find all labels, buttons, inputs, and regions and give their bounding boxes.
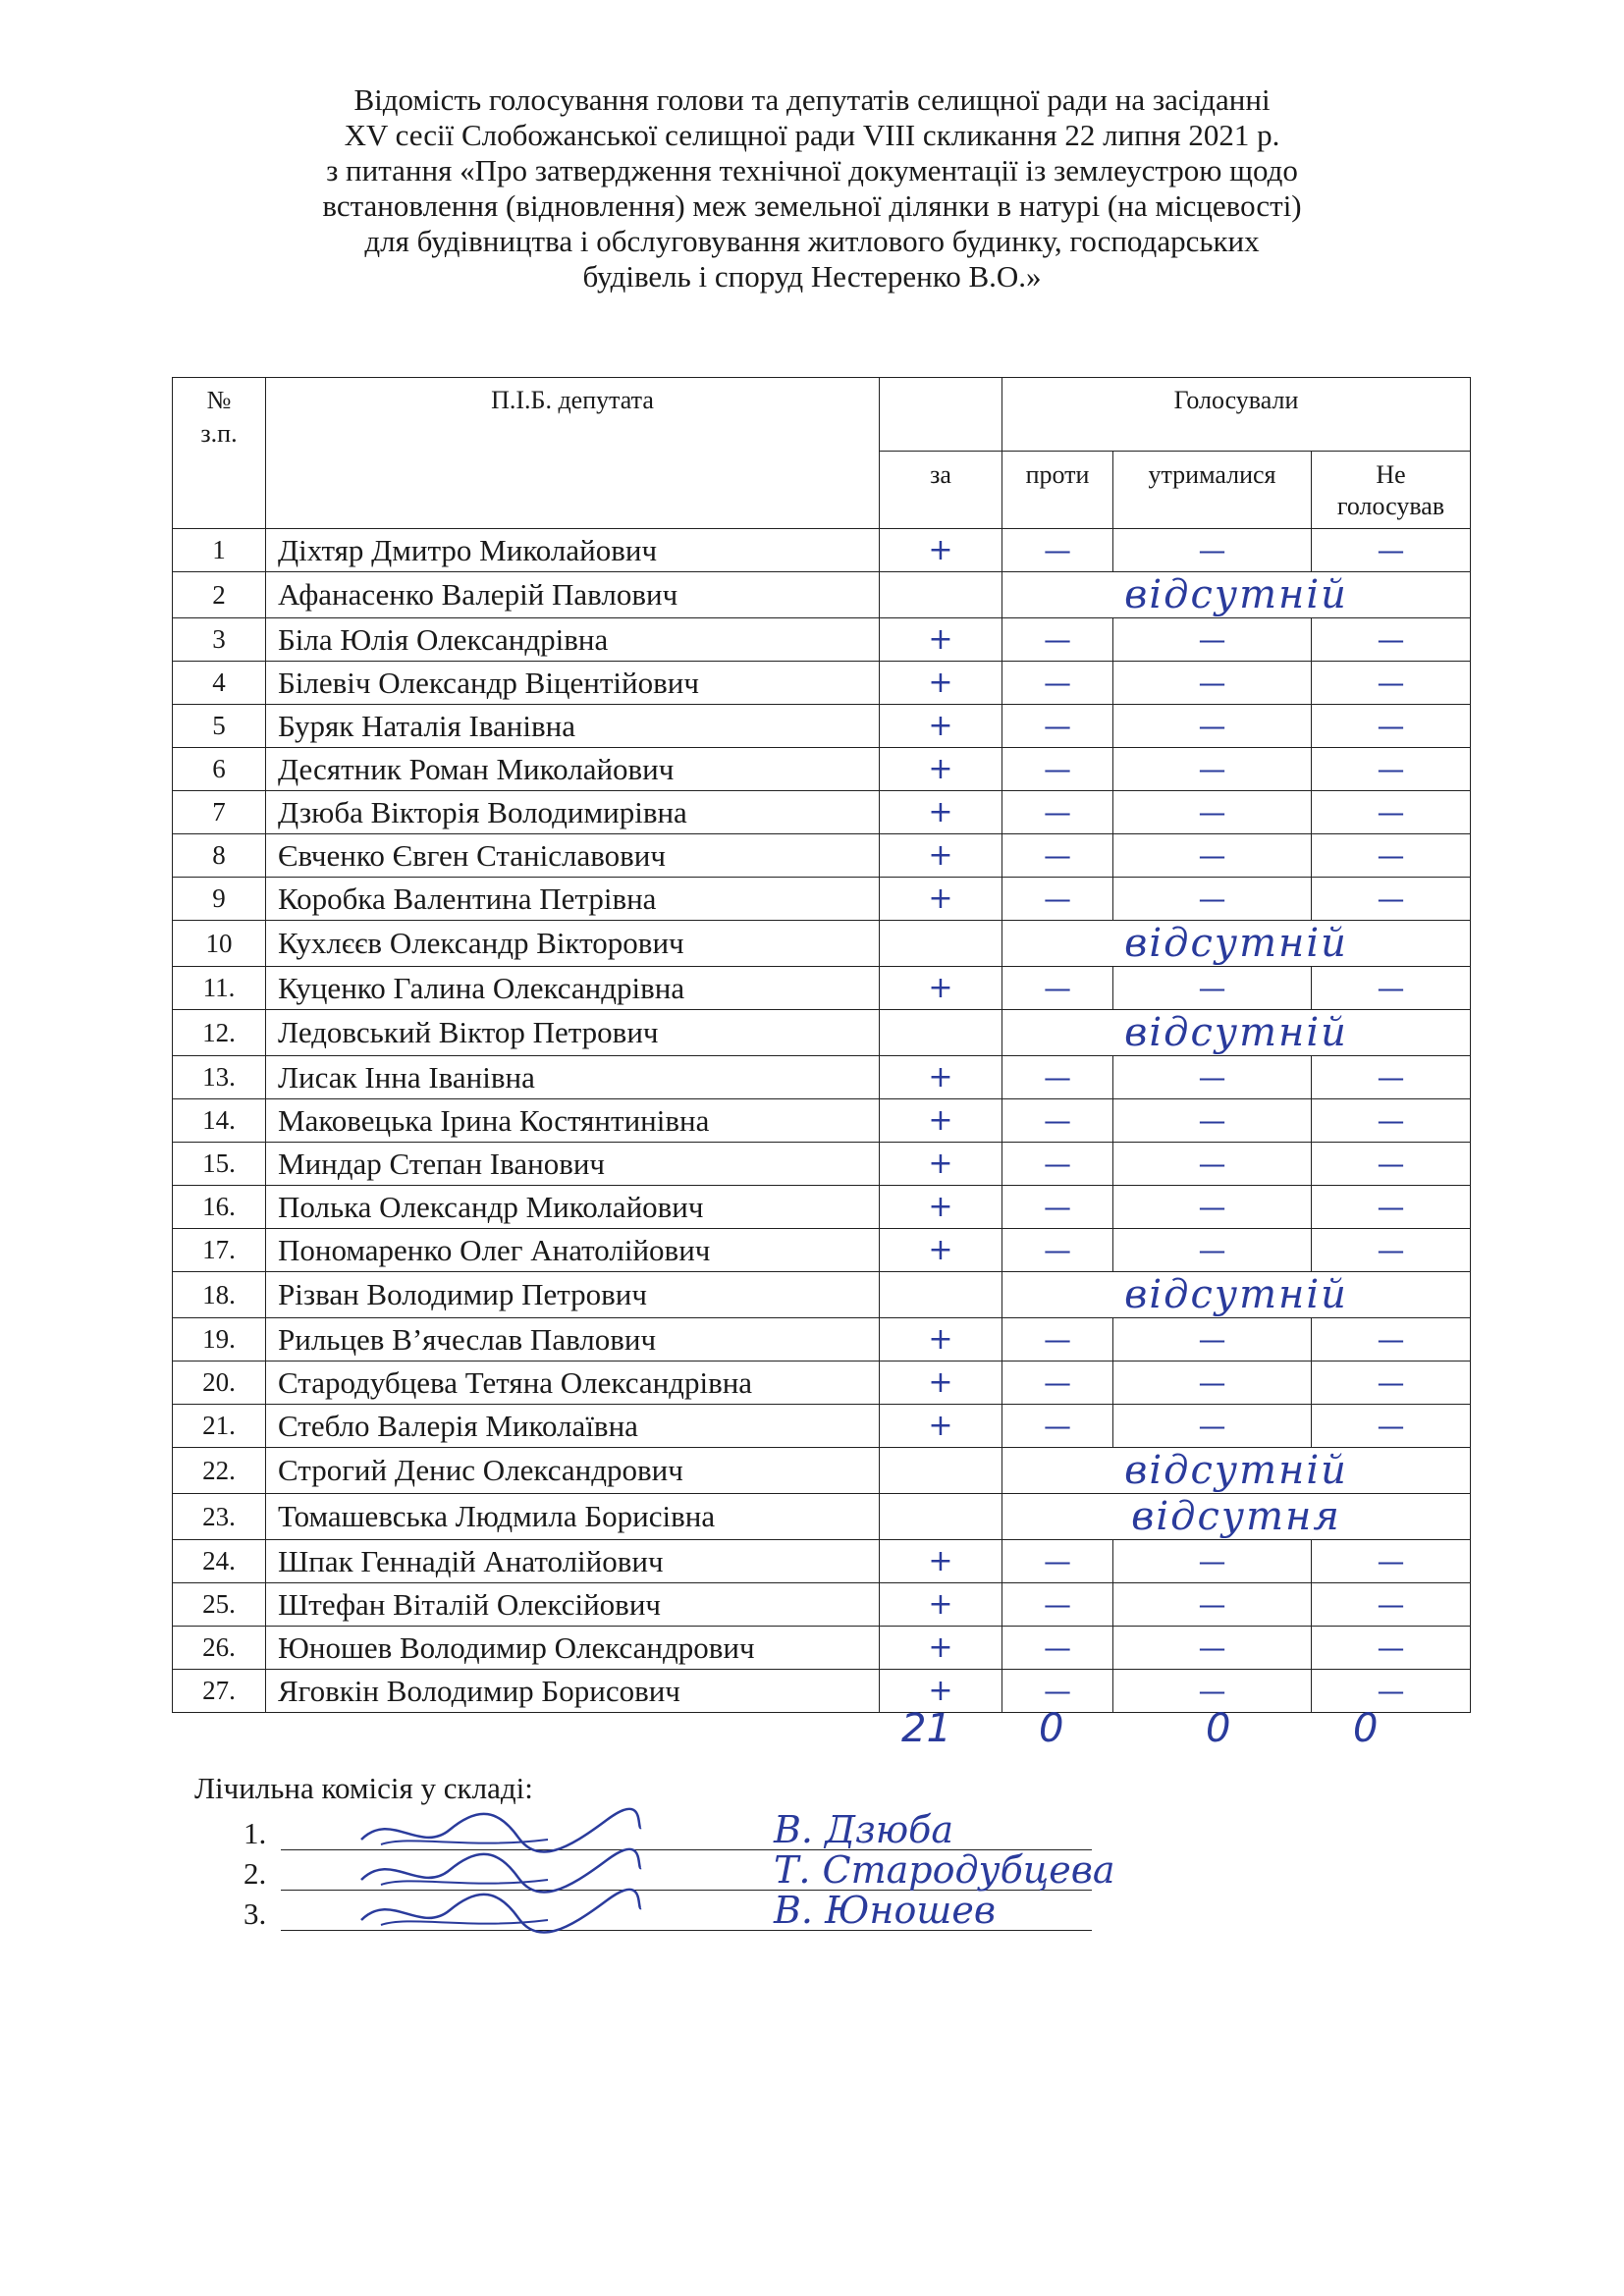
vote-for: +	[880, 1583, 1002, 1627]
deputy-name: Діхтяр Дмитро Миколайович	[266, 529, 880, 572]
vote-against: —	[1002, 1540, 1113, 1583]
deputy-name: Коробка Валентина Петрівна	[266, 878, 880, 921]
vote-against: —	[1002, 662, 1113, 705]
vote-not-voted: —	[1312, 967, 1471, 1010]
table-row	[173, 834, 1471, 878]
member-number: 1.	[244, 1816, 267, 1850]
row-number: 9	[173, 878, 266, 921]
vote-not-voted: —	[1312, 878, 1471, 921]
table-row	[173, 1318, 1471, 1362]
vote-abstained: —	[1113, 748, 1312, 791]
vote-for	[880, 1010, 1002, 1056]
vote-for: +	[880, 1099, 1002, 1143]
deputy-name: Дзюба Вікторія Володимирівна	[266, 791, 880, 834]
vote-abstained: —	[1113, 878, 1312, 921]
vote-for	[880, 572, 1002, 618]
vote-for: +	[880, 1670, 1002, 1713]
vote-for: +	[880, 1627, 1002, 1670]
deputy-name: Пономаренко Олег Анатолійович	[266, 1229, 880, 1272]
vote-against: —	[1002, 748, 1113, 791]
total-abstained: 0	[1206, 1706, 1231, 1751]
deputy-name: Куценко Галина Олександрівна	[266, 967, 880, 1010]
vote-abstained: —	[1113, 1627, 1312, 1670]
vote-not-voted: —	[1312, 1229, 1471, 1272]
table-row	[173, 1362, 1471, 1405]
table-row	[173, 1272, 1471, 1318]
vote-for: +	[880, 1143, 1002, 1186]
row-number: 19.	[173, 1318, 266, 1362]
vote-not-voted: —	[1312, 1583, 1471, 1627]
vote-abstained: —	[1113, 1540, 1312, 1583]
vote-for	[880, 1448, 1002, 1494]
absent-note: відсутній	[1002, 1272, 1471, 1318]
vote-for: +	[880, 967, 1002, 1010]
vote-against: —	[1002, 1056, 1113, 1099]
vote-not-voted: —	[1312, 1143, 1471, 1186]
vote-against: —	[1002, 878, 1113, 921]
absent-note: відсутня	[1002, 1494, 1471, 1540]
deputy-name: Полька Олександр Миколайович	[266, 1186, 880, 1229]
table-row	[173, 878, 1471, 921]
title-line: з питання «Про затвердження технічної документації із землеустрою щодо	[326, 153, 1298, 187]
vote-not-voted: —	[1312, 662, 1471, 705]
table-row	[173, 662, 1471, 705]
row-number: 5	[173, 705, 266, 748]
totals-row	[0, 1706, 1624, 1755]
vote-against: —	[1002, 834, 1113, 878]
title-line: встановлення (відновлення) меж земельної ділянки в натурі (на місцевості)	[322, 188, 1302, 223]
vote-against: —	[1002, 1670, 1113, 1713]
vote-for: +	[880, 662, 1002, 705]
vote-not-voted: —	[1312, 1540, 1471, 1583]
table-row	[173, 1229, 1471, 1272]
vote-abstained: —	[1113, 1143, 1312, 1186]
deputy-name: Юношев Володимир Олександрович	[266, 1627, 880, 1670]
total-not-voted: 0	[1353, 1706, 1379, 1751]
deputy-name: Рильцев В’ячеслав Павлович	[266, 1318, 880, 1362]
vote-abstained: —	[1113, 1405, 1312, 1448]
vote-for: +	[880, 1186, 1002, 1229]
vote-abstained: —	[1113, 529, 1312, 572]
vote-not-voted: —	[1312, 1627, 1471, 1670]
vote-abstained: —	[1113, 1318, 1312, 1362]
deputy-name: Біла Юлія Олександрівна	[266, 618, 880, 662]
row-number: 21.	[173, 1405, 266, 1448]
vote-for: +	[880, 705, 1002, 748]
table-row	[173, 529, 1471, 572]
deputy-name: Стародубцева Тетяна Олександрівна	[266, 1362, 880, 1405]
row-number: 7	[173, 791, 266, 834]
deputy-name: Стебло Валерія Миколаївна	[266, 1405, 880, 1448]
row-number: 17.	[173, 1229, 266, 1272]
table-row	[173, 967, 1471, 1010]
vote-not-voted: —	[1312, 1056, 1471, 1099]
row-number: 23.	[173, 1494, 266, 1540]
vote-for: +	[880, 1540, 1002, 1583]
deputy-name: Строгий Денис Олександрович	[266, 1448, 880, 1494]
vote-abstained: —	[1113, 705, 1312, 748]
vote-for: +	[880, 878, 1002, 921]
table-row	[173, 1405, 1471, 1448]
vote-against: —	[1002, 705, 1113, 748]
deputy-name: Томашевська Людмила Борисівна	[266, 1494, 880, 1540]
commission-member-row	[244, 1889, 1127, 1940]
deputy-name: Маковецька Ірина Костянтинівна	[266, 1099, 880, 1143]
deputy-name: Шпак Геннадій Анатолійович	[266, 1540, 880, 1583]
absent-note: відсутній	[1002, 921, 1471, 967]
deputy-name: Афанасенко Валерій Павлович	[266, 572, 880, 618]
vote-against: —	[1002, 1229, 1113, 1272]
deputy-name: Миндар Степан Іванович	[266, 1143, 880, 1186]
table-row	[173, 1627, 1471, 1670]
row-number: 24.	[173, 1540, 266, 1583]
table-row	[173, 1540, 1471, 1583]
vote-for	[880, 1494, 1002, 1540]
table-row	[173, 1494, 1471, 1540]
vote-for: +	[880, 748, 1002, 791]
row-number: 16.	[173, 1186, 266, 1229]
table-row	[173, 921, 1471, 967]
row-number: 10	[173, 921, 266, 967]
title-line: для будівництва і обслуговування житлового будинку, господарських	[364, 224, 1260, 258]
vote-for: +	[880, 834, 1002, 878]
row-number: 1	[173, 529, 266, 572]
vote-abstained: —	[1113, 1099, 1312, 1143]
vote-not-voted: —	[1312, 529, 1471, 572]
vote-abstained: —	[1113, 618, 1312, 662]
vote-abstained: —	[1113, 1670, 1312, 1713]
vote-against: —	[1002, 1362, 1113, 1405]
vote-not-voted: —	[1312, 1186, 1471, 1229]
vote-abstained: —	[1113, 791, 1312, 834]
total-for: 21	[901, 1706, 951, 1751]
vote-not-voted: —	[1312, 1318, 1471, 1362]
vote-against: —	[1002, 1186, 1113, 1229]
table-row	[173, 791, 1471, 834]
vote-abstained: —	[1113, 834, 1312, 878]
vote-for: +	[880, 529, 1002, 572]
deputy-name: Буряк Наталія Іванівна	[266, 705, 880, 748]
commission-label: Лічильна комісія у складі:	[194, 1771, 533, 1805]
vote-abstained: —	[1113, 967, 1312, 1010]
signature-scribble	[352, 1881, 646, 1940]
vote-against: —	[1002, 1627, 1113, 1670]
header-num: № з.п.	[173, 378, 266, 529]
vote-not-voted: —	[1312, 1362, 1471, 1405]
deputy-name: Лисак Інна Іванівна	[266, 1056, 880, 1099]
row-number: 18.	[173, 1272, 266, 1318]
vote-against: —	[1002, 1143, 1113, 1186]
table-row	[173, 1583, 1471, 1627]
table-row	[173, 1056, 1471, 1099]
vote-against: —	[1002, 529, 1113, 572]
vote-abstained: —	[1113, 1229, 1312, 1272]
vote-not-voted: —	[1312, 1670, 1471, 1713]
voting-table	[172, 377, 1471, 1713]
deputy-name: Євченко Євген Станіславович	[266, 834, 880, 878]
total-against: 0	[1039, 1706, 1064, 1751]
vote-for: +	[880, 1405, 1002, 1448]
member-name: Т. Стародубцева	[774, 1848, 1115, 1892]
row-number: 20.	[173, 1362, 266, 1405]
header-for: за	[880, 452, 1002, 529]
table-row	[173, 1186, 1471, 1229]
header-name: П.І.Б. депутата	[266, 378, 880, 529]
vote-abstained: —	[1113, 1362, 1312, 1405]
row-number: 14.	[173, 1099, 266, 1143]
title-line: будівель і споруд Нестеренко В.О.»	[582, 259, 1042, 294]
vote-not-voted: —	[1312, 1405, 1471, 1448]
vote-against: —	[1002, 967, 1113, 1010]
row-number: 15.	[173, 1143, 266, 1186]
header-blank	[880, 378, 1002, 452]
vote-abstained: —	[1113, 1583, 1312, 1627]
deputy-name: Різван Володимир Петрович	[266, 1272, 880, 1318]
row-number: 13.	[173, 1056, 266, 1099]
table-row	[173, 618, 1471, 662]
vote-against: —	[1002, 791, 1113, 834]
table-row	[173, 572, 1471, 618]
row-number: 25.	[173, 1583, 266, 1627]
absent-note: відсутній	[1002, 1448, 1471, 1494]
vote-for: +	[880, 618, 1002, 662]
vote-for: +	[880, 1229, 1002, 1272]
vote-against: —	[1002, 1318, 1113, 1362]
row-number: 8	[173, 834, 266, 878]
document-title	[196, 82, 1428, 294]
vote-against: —	[1002, 1405, 1113, 1448]
table-row	[173, 748, 1471, 791]
header-against: проти	[1002, 452, 1113, 529]
deputy-name: Ледовський Віктор Петрович	[266, 1010, 880, 1056]
table-row	[173, 705, 1471, 748]
vote-for	[880, 921, 1002, 967]
vote-not-voted: —	[1312, 705, 1471, 748]
vote-not-voted: —	[1312, 748, 1471, 791]
vote-abstained: —	[1113, 1186, 1312, 1229]
vote-for: +	[880, 1362, 1002, 1405]
absent-note: відсутній	[1002, 1010, 1471, 1056]
deputy-name: Десятник Роман Миколайович	[266, 748, 880, 791]
row-number: 2	[173, 572, 266, 618]
vote-against: —	[1002, 1099, 1113, 1143]
row-number: 27.	[173, 1670, 266, 1713]
deputy-name: Кухлєєв Олександр Вікторович	[266, 921, 880, 967]
vote-for: +	[880, 1318, 1002, 1362]
table-row	[173, 1099, 1471, 1143]
header-not-voted: Не голосував	[1312, 452, 1471, 529]
title-line: XV сесії Слобожанської селищної ради VIII скликання 22 липня 2021 р.	[344, 118, 1280, 152]
vote-abstained: —	[1113, 662, 1312, 705]
row-number: 26.	[173, 1627, 266, 1670]
vote-not-voted: —	[1312, 791, 1471, 834]
member-name: В. Дзюба	[774, 1808, 954, 1851]
title-line: Відомість голосування голови та депутатів селищної ради на засіданні	[353, 82, 1271, 117]
member-number: 3.	[244, 1896, 267, 1931]
vote-for: +	[880, 791, 1002, 834]
vote-abstained: —	[1113, 1056, 1312, 1099]
table-row	[173, 1010, 1471, 1056]
vote-for: +	[880, 1056, 1002, 1099]
vote-for	[880, 1272, 1002, 1318]
vote-against: —	[1002, 1583, 1113, 1627]
vote-not-voted: —	[1312, 1099, 1471, 1143]
member-name: В. Юношев	[774, 1889, 996, 1932]
table-row	[173, 1143, 1471, 1186]
row-number: 22.	[173, 1448, 266, 1494]
vote-not-voted: —	[1312, 834, 1471, 878]
deputy-name: Яговкін Володимир Борисович	[266, 1670, 880, 1713]
deputy-name: Білевіч Олександр Віцентійович	[266, 662, 880, 705]
row-number: 12.	[173, 1010, 266, 1056]
member-number: 2.	[244, 1856, 267, 1891]
deputy-name: Штефан Віталій Олексійович	[266, 1583, 880, 1627]
header-voted: Голосували	[1002, 378, 1471, 452]
header-abstained: утрималися	[1113, 452, 1312, 529]
table-row	[173, 1448, 1471, 1494]
row-number: 3	[173, 618, 266, 662]
vote-not-voted: —	[1312, 618, 1471, 662]
absent-note: відсутній	[1002, 572, 1471, 618]
row-number: 6	[173, 748, 266, 791]
row-number: 4	[173, 662, 266, 705]
vote-against: —	[1002, 618, 1113, 662]
row-number: 11.	[173, 967, 266, 1010]
